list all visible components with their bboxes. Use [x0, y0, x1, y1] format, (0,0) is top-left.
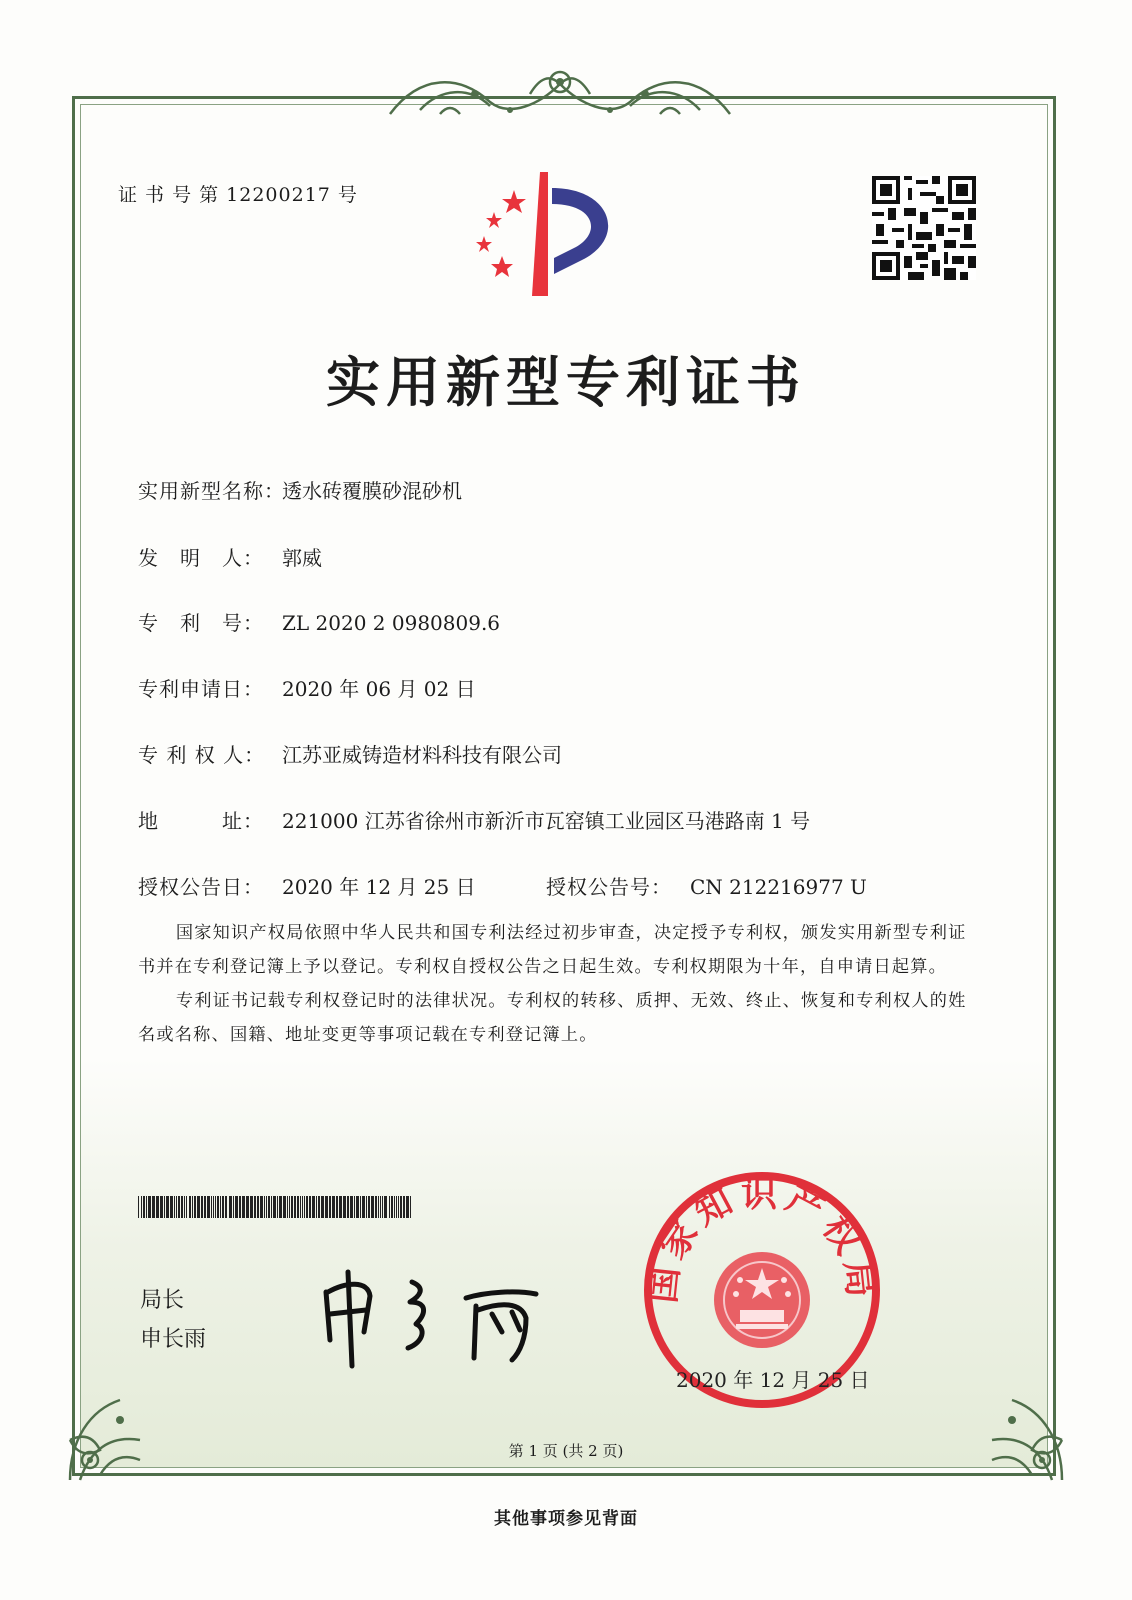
- signature-icon: [316, 1262, 556, 1372]
- field-grant-number: [546, 871, 867, 900]
- page-number: 第 1 页 (共 2 页): [508, 1442, 624, 1460]
- field-patent-number: [138, 607, 500, 636]
- bottom-right-ornament-icon: [952, 1380, 1072, 1490]
- director-title: 局长: [140, 1288, 185, 1313]
- field-value: 江苏亚威铸造材料科技有限公司: [282, 743, 562, 767]
- top-ornament-icon: [380, 64, 740, 122]
- field-label: 实用新型名称：: [138, 479, 285, 503]
- certificate-frame-inner: [80, 104, 1048, 1468]
- statement-paragraph-1: 国家知识产权局依照中华人民共和国专利法经过初步审查，决定授予专利权，颁发实用新型专利证书并在专利登记簿上予以登记。专利权自授权公告之日起生效。专利权期限为十年，自申请日起算。: [138, 923, 967, 977]
- field-value: 2020 年 06 月 02 日: [282, 677, 476, 701]
- field-application-date: [138, 673, 476, 702]
- seal-text: 国家知识产权局: [642, 1174, 882, 1305]
- field-label: 授权公告号：: [546, 875, 672, 899]
- seal-date: 2020 年 12 月 25 日: [676, 1368, 870, 1392]
- field-value: 透水砖覆膜砂混砂机: [282, 479, 462, 503]
- field-label: 地 址：: [138, 809, 264, 833]
- cnipa-logo-icon: [462, 168, 632, 300]
- field-value: 郭威: [282, 546, 322, 570]
- field-inventor: [138, 542, 322, 571]
- national-emblem-icon: [714, 1252, 810, 1348]
- field-value: 221000 江苏省徐州市新沂市瓦窑镇工业园区马港路南 1 号: [282, 809, 811, 833]
- field-label: 授权公告日：: [138, 875, 264, 899]
- barcode-icon: [138, 1196, 414, 1218]
- statement-paragraph-2: 专利证书记载专利权登记时的法律状况。专利权的转移、质押、无效、终止、恢复和专利权人的姓名或名称、国籍、地址变更等事项记载在专利登记簿上。: [138, 991, 967, 1045]
- see-back-note: 其他事项参见背面: [494, 1509, 638, 1529]
- statement-text: [138, 916, 978, 1052]
- field-address: [138, 805, 810, 834]
- qr-code-icon: [872, 176, 976, 280]
- field-value: 2020 年 12 月 25 日: [282, 875, 476, 899]
- field-label: 专 利 号：: [138, 611, 264, 635]
- field-patentee: [138, 739, 562, 768]
- field-label: 专利申请日：: [138, 677, 264, 701]
- field-grant-date: [138, 871, 476, 900]
- field-label: 发 明 人：: [138, 546, 264, 570]
- director-name: 申长雨: [140, 1327, 207, 1352]
- field-value: CN 212216977 U: [690, 875, 867, 899]
- field-value: ZL 2020 2 0980809.6: [282, 611, 501, 635]
- field-label: 专 利 权 人：: [138, 743, 266, 767]
- bottom-left-ornament-icon: [60, 1380, 180, 1490]
- page-title: 实用新型专利证书: [326, 351, 806, 414]
- field-utility-model-name: [138, 475, 462, 504]
- certificate-number: 证 书 号 第 12200217 号: [118, 184, 358, 206]
